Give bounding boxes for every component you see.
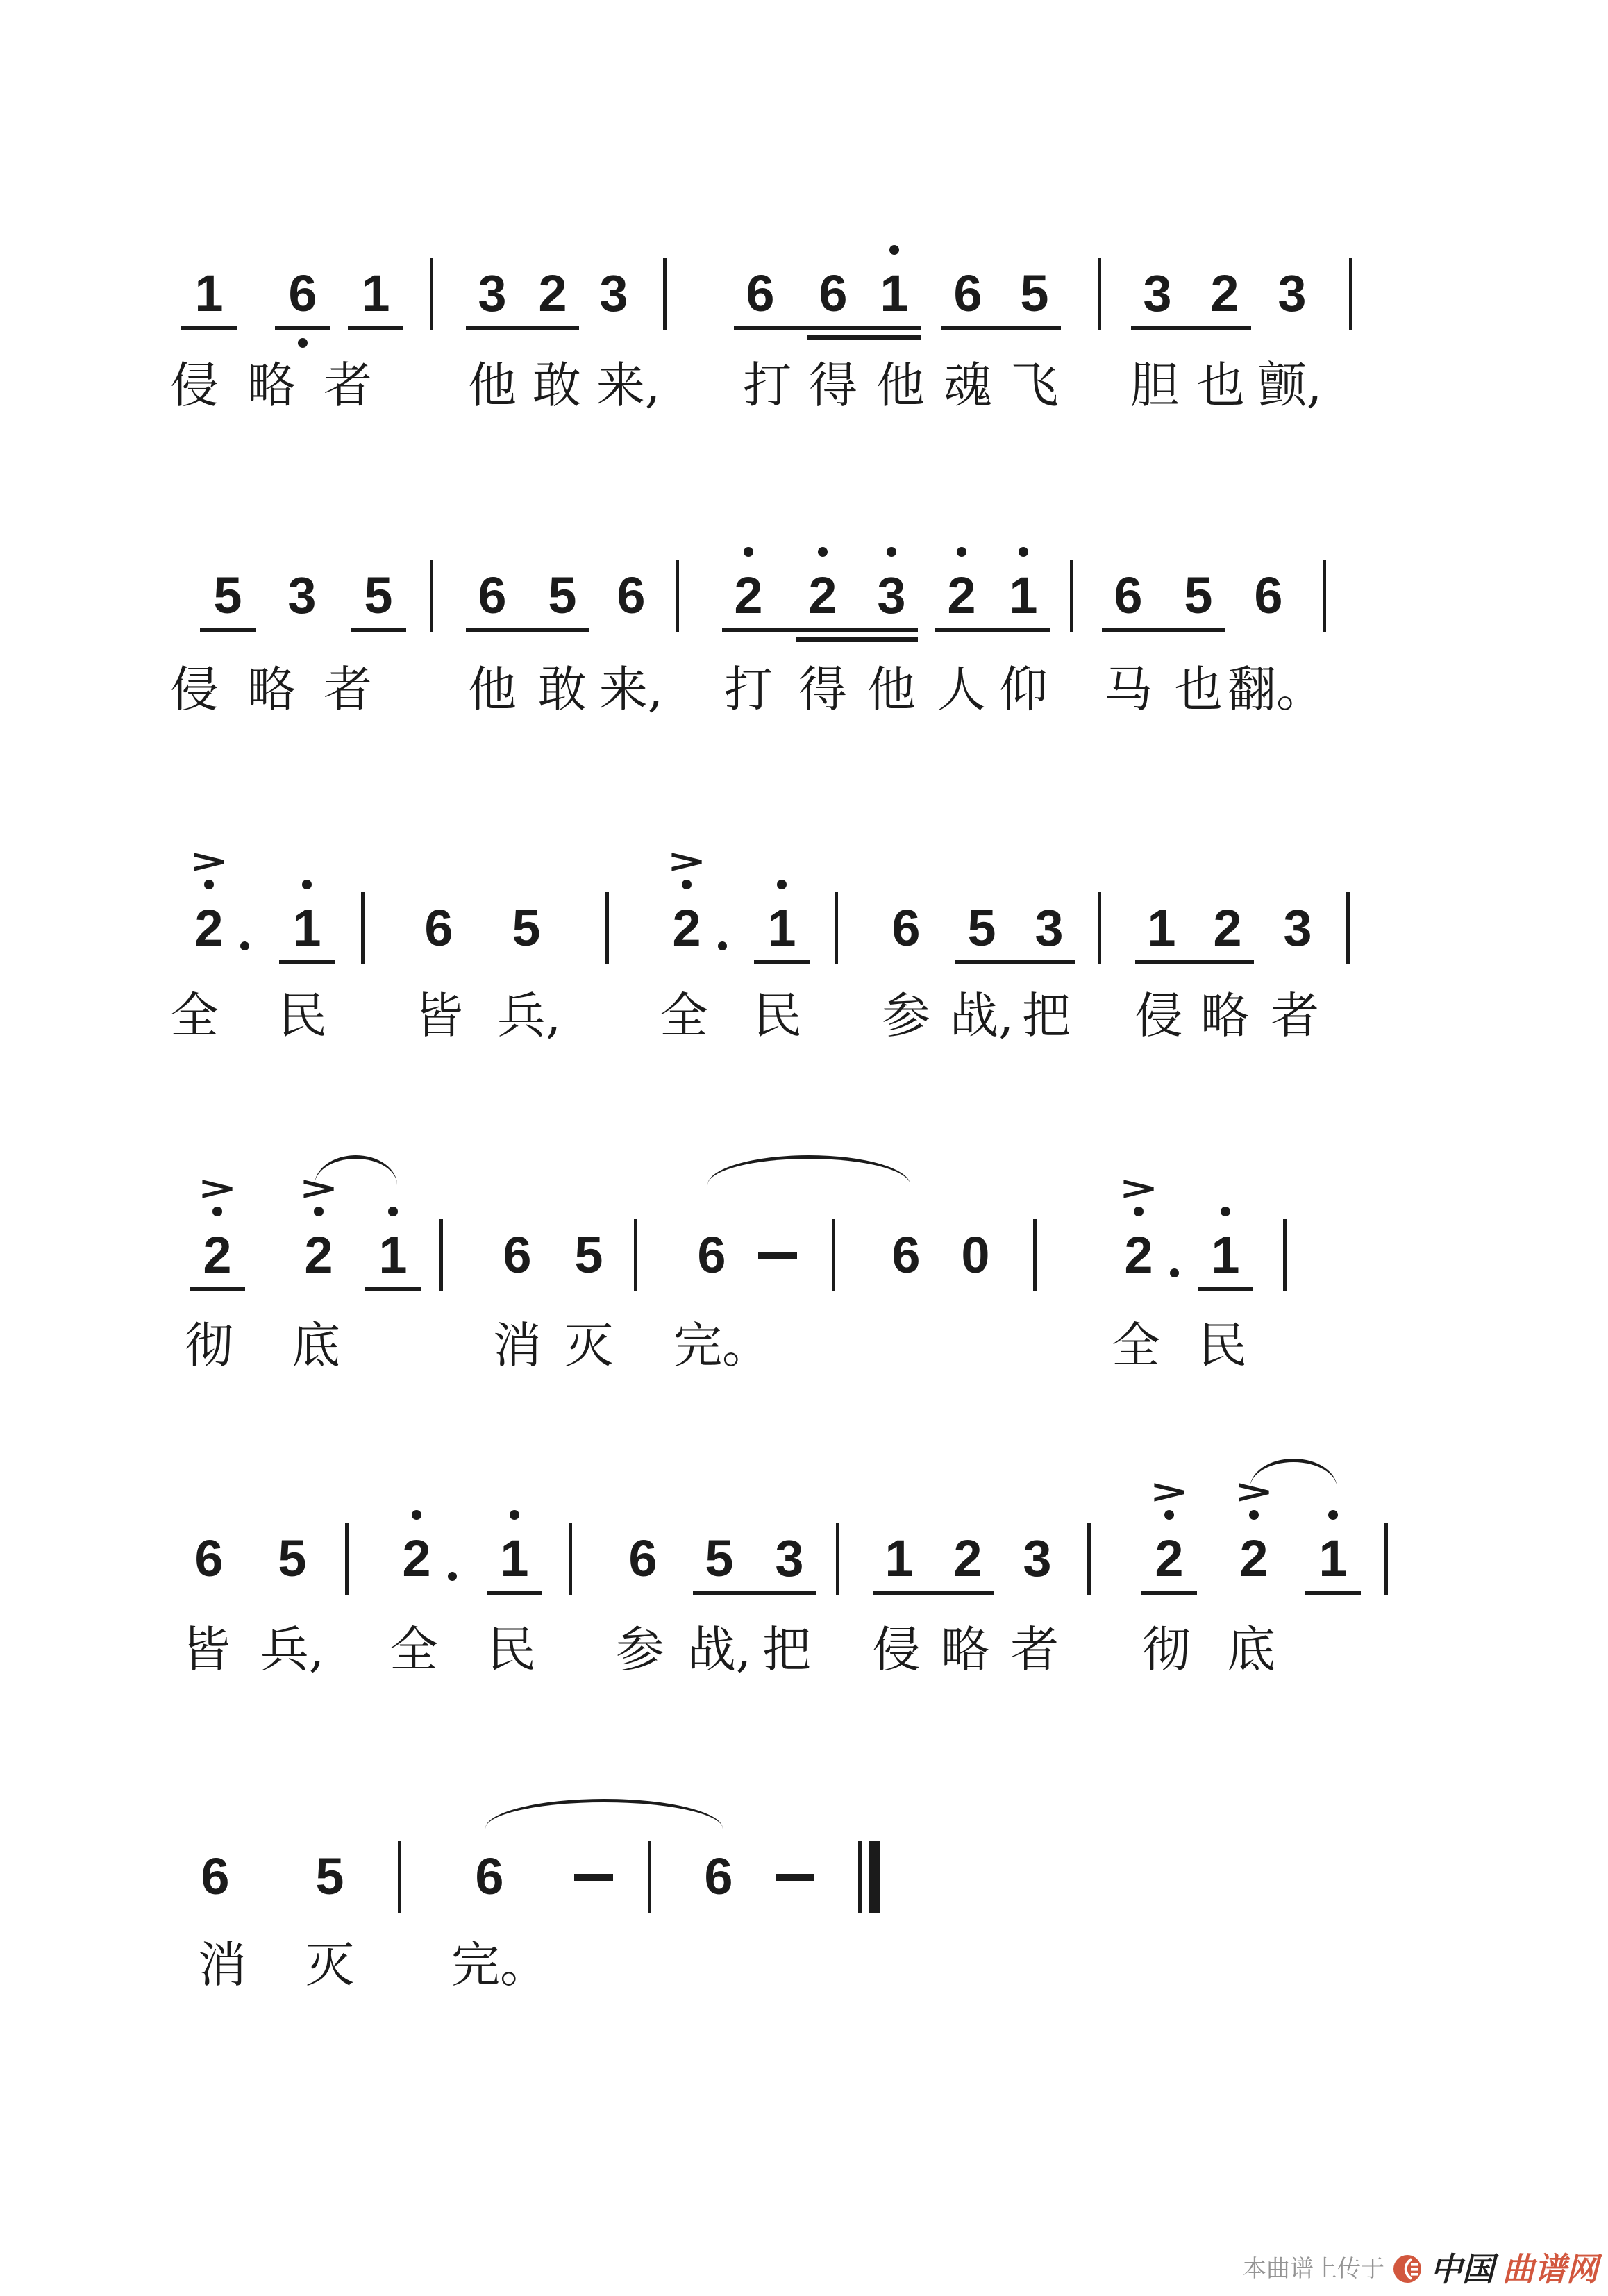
note-digit	[282, 900, 332, 956]
note-digit-text: 3	[775, 1530, 804, 1587]
lyric-char: 民	[753, 987, 802, 1044]
note-digit-text: 1	[1211, 1226, 1240, 1284]
note-digit	[184, 266, 234, 321]
sixteenth-beam	[796, 637, 918, 642]
lyric-char: 灭	[564, 1317, 613, 1374]
note-digit-text: 5	[512, 899, 541, 957]
lyric-char: 略	[1200, 987, 1249, 1044]
note-digit	[723, 568, 773, 623]
eighth-underline	[181, 326, 237, 330]
note-digit-text: 6	[503, 1226, 532, 1284]
barline	[832, 1219, 835, 1291]
note-digit	[1103, 568, 1153, 623]
eighth-beam	[693, 1591, 816, 1595]
lyric-char: 战,	[687, 1621, 752, 1678]
note-digit	[694, 1849, 744, 1904]
barline	[1323, 560, 1326, 632]
eighth-beam	[955, 960, 1075, 964]
octave-dot-above	[212, 1207, 222, 1216]
augmentation-dot	[718, 941, 727, 950]
note-digit-text: 5	[1020, 265, 1049, 322]
octave-dot-above	[1221, 1207, 1230, 1216]
watermark-brand-china: 中国	[1430, 2250, 1494, 2288]
lyric-char: 底	[1227, 1621, 1275, 1678]
note-digit-text: 5	[213, 567, 242, 624]
lyric-char: 把	[762, 1621, 811, 1678]
note-digit-text: 6	[1114, 567, 1143, 624]
lyric-char: 侵	[872, 1621, 921, 1678]
note-digit	[808, 266, 858, 321]
barline	[634, 1219, 637, 1291]
note-digit-text: 1	[361, 265, 390, 322]
lyric-char: 者	[1010, 1621, 1059, 1678]
octave-dot-above	[388, 1207, 398, 1216]
note-digit	[869, 266, 919, 321]
note-digit	[589, 266, 639, 321]
eighth-beam	[941, 326, 1061, 330]
octave-dot-above	[889, 245, 899, 255]
barline	[569, 1523, 572, 1595]
final-barline-thick	[869, 1841, 880, 1913]
lyric-char: 略	[941, 1621, 989, 1678]
slur-tie-arc	[315, 1155, 397, 1185]
note-digit-text: 5	[967, 899, 996, 957]
lyric-char: 参	[616, 1621, 664, 1678]
note-digit-text: 2	[304, 1226, 333, 1284]
lyric-char: 他	[468, 357, 517, 414]
note-digit-text: 6	[201, 1847, 230, 1905]
final-barline-thin	[858, 1841, 862, 1913]
note-digit-text: 2	[734, 567, 763, 624]
barline	[1070, 560, 1073, 632]
lyric-char: 飞	[1010, 357, 1059, 414]
eighth-underline	[487, 1591, 542, 1595]
note-digit	[937, 568, 987, 623]
note-digit	[1024, 900, 1074, 956]
note-digit-text: 6	[288, 265, 317, 322]
lyric-char: 者	[324, 357, 372, 414]
note-digit-text: 3	[877, 567, 906, 624]
lyric-char: 敢	[538, 661, 587, 718]
note-digit-text: 6	[424, 899, 453, 957]
note-digit-text: 2	[1239, 1530, 1268, 1587]
note-digit-text: 2	[947, 567, 976, 624]
note-digit	[998, 568, 1048, 623]
note-digit-text: 3	[478, 265, 507, 322]
note-digit	[368, 1227, 418, 1283]
sixteenth-beam	[807, 335, 921, 340]
lyric-char: 也	[1174, 661, 1223, 718]
eighth-beam	[873, 1591, 994, 1595]
eighth-underline	[754, 960, 810, 964]
lyric-char: 他	[876, 357, 925, 414]
note-digit	[305, 1849, 355, 1904]
barline	[605, 892, 609, 964]
lyric-char: 侵	[170, 661, 219, 718]
octave-dot-above	[887, 547, 896, 557]
octave-dot-above	[510, 1510, 519, 1520]
note-digit	[764, 1531, 814, 1586]
note-digit	[184, 842, 234, 957]
eighth-underline	[1305, 1591, 1361, 1595]
note-digit-text: 3	[1283, 899, 1312, 957]
note-digit-text: 1	[1009, 567, 1038, 624]
lyric-char: 魂	[944, 357, 992, 414]
note-digit-text: 2	[203, 1226, 232, 1284]
note-digit-text: 3	[1035, 899, 1064, 957]
note-digit-text: 1	[194, 265, 224, 322]
note-digit-text: 2	[194, 899, 224, 957]
note-digit-text: 2	[672, 899, 701, 957]
lyric-char: 也	[1196, 357, 1245, 414]
note-digit	[203, 568, 253, 623]
barline	[835, 892, 838, 964]
note-digit	[564, 1227, 614, 1283]
octave-dot-above	[1249, 1510, 1259, 1520]
barline	[430, 258, 433, 330]
octave-dot-above	[204, 880, 214, 889]
accent-mark: >	[1234, 1473, 1274, 1510]
lyric-char: 胆	[1130, 357, 1179, 414]
note-digit-text: 2	[538, 265, 567, 322]
note-digit	[687, 1227, 737, 1283]
watermark	[1243, 2252, 1598, 2286]
note-digit	[943, 1531, 993, 1586]
note-digit-text: 5	[574, 1226, 603, 1284]
octave-dot-above	[957, 547, 966, 557]
note-digit-text: 3	[1278, 265, 1307, 322]
barline	[361, 892, 365, 964]
eighth-underline	[275, 326, 330, 330]
lyric-char: 全	[170, 987, 219, 1044]
duration-dash	[574, 1874, 613, 1881]
lyric-char: 者	[324, 661, 372, 718]
barline	[1384, 1523, 1388, 1595]
octave-dot-above	[818, 547, 828, 557]
lyric-char: 打	[743, 357, 792, 414]
note-digit	[1200, 1227, 1250, 1283]
final-barline	[858, 1841, 880, 1913]
augmentation-dot	[240, 941, 249, 950]
note-digit	[881, 900, 931, 956]
note-digit	[467, 568, 517, 623]
barline	[1349, 258, 1352, 330]
eighth-beam	[466, 326, 579, 330]
eighth-beam	[466, 628, 589, 632]
note-digit	[1203, 900, 1253, 956]
qupuwang-logo-icon	[1393, 2254, 1422, 2284]
note-digit-text: 2	[402, 1530, 431, 1587]
octave-dot-above	[744, 547, 753, 557]
note-digit-text: 6	[628, 1530, 658, 1587]
eighth-underline	[200, 628, 256, 632]
barline	[345, 1523, 349, 1595]
lyric-char: 颤,	[1257, 357, 1323, 414]
lyric-char: 侵	[1134, 987, 1183, 1044]
note-digit	[1308, 1531, 1358, 1586]
lyric-char: 得	[809, 357, 857, 414]
note-digit-text: 6	[891, 899, 921, 957]
barline	[676, 560, 679, 632]
note-digit-text: 2	[808, 567, 837, 624]
lyric-char: 完。	[451, 1936, 548, 1993]
note-digit-text: 1	[378, 1226, 408, 1284]
note-digit	[392, 1531, 442, 1586]
lyric-char: 完。	[673, 1317, 771, 1374]
barline	[398, 1841, 401, 1913]
note-digit-text: 6	[746, 265, 775, 322]
barline	[836, 1523, 839, 1595]
note-digit-text: 1	[1318, 1530, 1348, 1587]
rest-note	[950, 1227, 1000, 1283]
lyric-char: 略	[247, 661, 296, 718]
barline	[1098, 258, 1101, 330]
note-digit	[1010, 266, 1060, 321]
note-digit	[1137, 900, 1187, 956]
accent-mark: >	[667, 842, 707, 880]
barline	[663, 258, 667, 330]
note-digit	[1144, 1473, 1194, 1587]
note-digit-text: 6	[819, 265, 848, 322]
eighth-underline	[348, 326, 403, 330]
note-digit	[353, 568, 403, 623]
note-digit-text: 2	[1124, 1226, 1153, 1284]
note-digit	[489, 1531, 539, 1586]
note-digit	[192, 1169, 242, 1284]
eighth-beam	[1135, 960, 1254, 964]
accent-mark: >	[1119, 1169, 1159, 1207]
accent-mark: >	[189, 842, 229, 880]
accent-mark: >	[1149, 1473, 1189, 1510]
note-digit	[735, 266, 785, 321]
barline	[430, 560, 433, 632]
lyric-char: 民	[1198, 1317, 1247, 1374]
note-digit-text: 6	[704, 1847, 733, 1905]
note-digit	[1012, 1531, 1062, 1586]
note-digit-text: 5	[278, 1530, 307, 1587]
eighth-underline	[190, 1287, 245, 1291]
note-digit	[866, 568, 916, 623]
note-digit	[537, 568, 587, 623]
note-digit-text: 2	[1210, 265, 1239, 322]
lyric-char: 来,	[598, 661, 664, 718]
note-digit-text: 3	[599, 265, 628, 322]
octave-dot-below	[298, 338, 308, 348]
lyric-char: 彻	[185, 1317, 233, 1374]
note-digit	[694, 1531, 744, 1586]
eighth-beam	[1131, 326, 1251, 330]
lyric-char: 仰	[999, 661, 1048, 718]
note-digit	[1132, 266, 1182, 321]
note-digit	[874, 1531, 924, 1586]
lyric-char: 略	[247, 357, 296, 414]
slur-tie-arc	[485, 1799, 723, 1829]
note-digit	[351, 266, 401, 321]
octave-dot-above	[302, 880, 312, 889]
lyric-char: 把	[1022, 987, 1071, 1044]
lyric-char: 消	[198, 1936, 246, 1993]
note-digit	[1243, 568, 1293, 623]
note-digit-text: 5	[1184, 567, 1213, 624]
note-digit-text: 1	[880, 265, 909, 322]
barline	[1033, 1219, 1037, 1291]
barline	[439, 1219, 443, 1291]
note-digit-text: 3	[1143, 265, 1172, 322]
lyric-char: 底	[292, 1317, 340, 1374]
octave-dot-above	[682, 880, 692, 889]
lyric-char: 侵	[170, 357, 219, 414]
barline	[1346, 892, 1350, 964]
note-digit-text: 1	[292, 899, 321, 957]
lyric-char: 兵,	[496, 987, 562, 1044]
note-digit-text: 2	[1155, 1530, 1184, 1587]
lyric-char: 消	[493, 1317, 542, 1374]
octave-dot-above	[777, 880, 787, 889]
note-digit	[1200, 266, 1250, 321]
lyric-char: 全	[1112, 1317, 1160, 1374]
augmentation-dot	[448, 1572, 457, 1581]
note-digit	[662, 842, 712, 957]
note-digit	[414, 900, 464, 956]
octave-dot-above	[1328, 1510, 1338, 1520]
octave-dot-above	[1164, 1510, 1174, 1520]
note-digit	[606, 568, 656, 623]
lyric-char: 参	[882, 987, 930, 1044]
lyric-char: 灭	[305, 1936, 354, 1993]
note-digit-text: 6	[1254, 567, 1283, 624]
note-digit	[492, 1227, 542, 1283]
eighth-underline	[1198, 1287, 1253, 1291]
note-digit-text: 3	[287, 567, 317, 624]
note-digit-text: 2	[953, 1530, 982, 1587]
note-digit-text: 1	[885, 1530, 914, 1587]
eighth-beam	[935, 628, 1050, 632]
barline	[648, 1841, 651, 1913]
note-digit-text: 6	[617, 567, 646, 624]
lyric-char: 全	[660, 987, 708, 1044]
note-digit	[294, 1169, 344, 1284]
lyric-char: 他	[867, 661, 916, 718]
note-digit	[467, 266, 517, 321]
accent-mark: >	[197, 1169, 237, 1207]
accent-mark: >	[299, 1169, 339, 1207]
note-digit	[190, 1849, 240, 1904]
barline	[1098, 892, 1101, 964]
eighth-underline	[279, 960, 335, 964]
lyric-char: 他	[468, 661, 517, 718]
note-digit-text: 6	[953, 265, 982, 322]
note-digit	[757, 900, 807, 956]
slur-tie-arc	[707, 1155, 910, 1185]
eighth-underline	[1141, 1591, 1197, 1595]
note-digit	[1267, 266, 1317, 321]
note-digit	[501, 900, 551, 956]
note-digit	[277, 568, 327, 623]
note-digit-text: 5	[364, 567, 393, 624]
note-digit-text: 2	[1213, 899, 1242, 957]
note-digit-text: 6	[478, 567, 507, 624]
octave-dot-above	[1134, 1207, 1144, 1216]
watermark-text: 本曲谱上传于	[1243, 2255, 1384, 2283]
watermark-brand-qupu: 曲谱网	[1502, 2250, 1598, 2288]
note-digit	[943, 266, 993, 321]
octave-dot-above	[314, 1207, 324, 1216]
lyric-char: 翻。	[1228, 661, 1325, 718]
note-digit	[278, 266, 328, 321]
note-digit-text: 5	[315, 1847, 344, 1905]
note-digit	[528, 266, 578, 321]
note-digit	[1273, 900, 1323, 956]
lyric-char: 民	[278, 987, 327, 1044]
lyric-char: 来,	[596, 357, 661, 414]
lyric-char: 马	[1104, 661, 1153, 718]
note-digit	[1114, 1169, 1164, 1284]
lyric-char: 人	[937, 661, 986, 718]
lyric-char: 皆	[414, 987, 463, 1044]
note-digit-text: 6	[891, 1226, 921, 1284]
lyric-char: 者	[1271, 987, 1319, 1044]
lyric-char: 得	[798, 661, 847, 718]
barline	[1087, 1523, 1091, 1595]
note-digit	[881, 1227, 931, 1283]
barline	[1283, 1219, 1287, 1291]
lyric-char: 全	[390, 1621, 438, 1678]
note-digit	[464, 1849, 514, 1904]
note-digit-text: 6	[697, 1226, 726, 1284]
note-digit	[184, 1531, 234, 1586]
note-digit	[267, 1531, 317, 1586]
lyric-char: 敢	[533, 357, 581, 414]
eighth-underline	[365, 1287, 421, 1291]
duration-dash	[758, 1252, 797, 1259]
eighth-underline	[351, 628, 406, 632]
lyric-char: 皆	[182, 1621, 231, 1678]
note-digit-text: 1	[767, 899, 796, 957]
eighth-beam	[722, 628, 918, 632]
eighth-beam	[1102, 628, 1225, 632]
note-digit-text: 3	[1023, 1530, 1052, 1587]
note-digit-text: 1	[1147, 899, 1176, 957]
eighth-beam	[734, 326, 921, 330]
octave-dot-above	[412, 1510, 421, 1520]
augmentation-dot	[1170, 1268, 1179, 1277]
note-digit-text: 1	[500, 1530, 529, 1587]
note-digit	[1173, 568, 1223, 623]
octave-dot-above	[1019, 547, 1028, 557]
slur-tie-arc	[1250, 1459, 1337, 1489]
note-digit-text: 6	[475, 1847, 504, 1905]
note-digit-text: 6	[194, 1530, 224, 1587]
note-digit	[957, 900, 1007, 956]
note-digit-text: 5	[548, 567, 577, 624]
note-digit-text: 0	[961, 1226, 990, 1284]
lyric-char: 彻	[1142, 1621, 1191, 1678]
note-digit	[618, 1531, 668, 1586]
lyric-char: 战,	[949, 987, 1014, 1044]
note-digit	[1229, 1473, 1279, 1587]
lyric-char: 民	[487, 1621, 536, 1678]
note-digit-text: 5	[705, 1530, 734, 1587]
lyric-char: 打	[724, 661, 773, 718]
note-digit	[798, 568, 848, 623]
lyric-char: 兵,	[260, 1621, 325, 1678]
duration-dash	[776, 1874, 814, 1881]
